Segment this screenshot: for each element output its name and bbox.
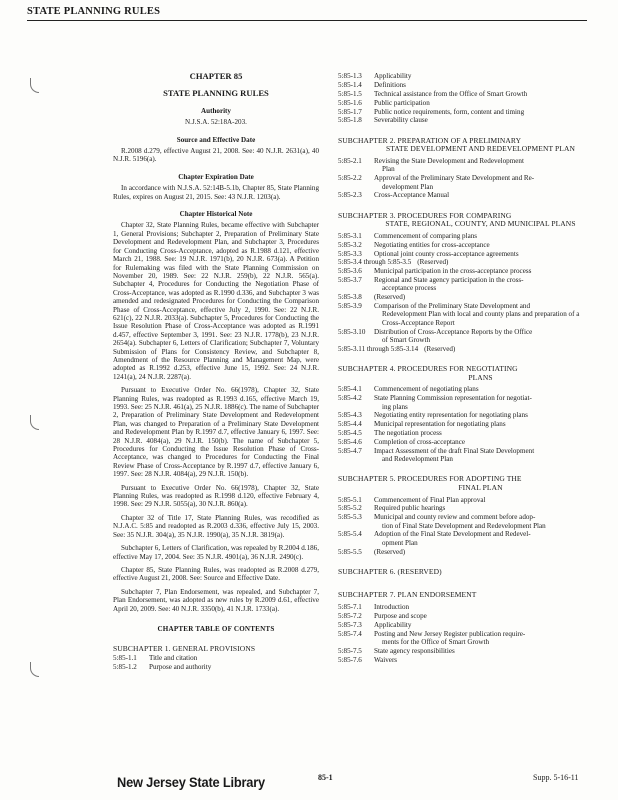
subchapter-heading-continued: PLANS xyxy=(468,372,493,382)
toc-entry[interactable] xyxy=(338,603,591,611)
toc-section-number: 5:85-4.1 xyxy=(338,385,362,394)
toc-title-text: Definitions xyxy=(374,81,406,90)
authority-heading: Authority xyxy=(201,106,231,115)
toc-entry[interactable] xyxy=(338,438,591,446)
toc-section-number: 5:85-3.1 xyxy=(338,232,362,240)
toc-section-number: 5:85-4.2 xyxy=(338,394,362,403)
toc-title-text: State Planning Commission representation for negotiat- xyxy=(374,394,532,403)
toc-section-number: 5:85-1.6 xyxy=(338,98,362,107)
toc-section-number: 5:85-3.8 xyxy=(338,293,362,302)
toc-entry[interactable] xyxy=(338,447,591,464)
toc-title-continued: ments for the Office of Smart Growth xyxy=(382,638,490,647)
toc-entry[interactable] xyxy=(338,174,591,191)
margin-mark xyxy=(30,662,39,677)
toc-title-text: Adoption of the Final State Development and Redevel- xyxy=(374,530,531,539)
subchapter-6-heading xyxy=(338,568,591,576)
toc-title-text: Distribution of Cross-Acceptance Reports by the Office xyxy=(374,327,533,336)
toc-title-text: Applicability xyxy=(374,72,412,81)
subchapter-heading-text: SUBCHAPTER 3. PROCEDURES FOR COMPARING xyxy=(338,210,512,220)
toc-section-title xyxy=(374,81,591,89)
toc-title-text: Completion of cross-acceptance xyxy=(374,437,465,446)
history-paragraph: Pursuant to Executive Order No. 66(1978), Chapter 32, State Planning Rules, was readopted as R.1998 d.120, effective February 4, 1998. See: 29 N.J.R. 5055(a), 30 N.J.R. 860(a). xyxy=(113,483,319,509)
toc-section-title xyxy=(374,276,591,293)
toc-title-continued: Plan xyxy=(382,165,395,174)
subchapter-heading-continued: STATE DEVELOPMENT AND REDEVELOPMENT PLAN xyxy=(386,144,575,154)
toc-title-text: Applicability xyxy=(374,620,412,629)
toc-section-number: 5:85-7.5 xyxy=(338,646,362,655)
toc-section-title xyxy=(374,411,591,419)
toc-entry[interactable] xyxy=(338,99,591,107)
toc-title-text: Comparison of the Preliminary State Development and xyxy=(374,301,531,310)
toc-entry[interactable] xyxy=(338,302,591,327)
toc-section-title xyxy=(374,420,591,428)
toc-entry[interactable] xyxy=(338,647,591,655)
toc-title-text: Severability clause xyxy=(374,116,428,125)
toc-heading: CHAPTER TABLE OF CONTENTS xyxy=(157,624,275,633)
toc-title-text: Optional joint county cross-acceptance agreements xyxy=(374,249,519,258)
toc-section-number: 5:85-1.5 xyxy=(338,89,362,98)
toc-section-number: 5:85-1.7 xyxy=(338,107,362,116)
chapter-title: STATE PLANNING RULES xyxy=(163,88,269,99)
toc-title-text: Commencement of negotiating plans xyxy=(374,385,479,394)
toc-section-title xyxy=(374,328,591,345)
toc-section-title xyxy=(374,72,591,80)
toc-section-title: Purpose and authority xyxy=(149,662,212,671)
toc-entry[interactable] xyxy=(338,420,591,428)
subchapter-heading-text: SUBCHAPTER 2. PREPARATION OF A PRELIMINARY xyxy=(338,135,522,145)
toc-section-title xyxy=(374,241,591,249)
toc-section-number: 5:85-1.2 xyxy=(113,662,137,671)
toc-section-title xyxy=(374,548,591,556)
toc-title-text: Negotiating entities for cross-acceptance xyxy=(374,240,490,249)
toc-section-title xyxy=(374,108,591,116)
toc-entry[interactable] xyxy=(338,656,591,664)
margin-mark xyxy=(30,415,39,430)
margin-mark xyxy=(30,78,39,93)
toc-entry[interactable] xyxy=(338,191,591,199)
subchapter-1-heading: SUBCHAPTER 1. GENERAL PROVISIONS xyxy=(113,644,256,654)
toc-section-number: 5:85-7.2 xyxy=(338,612,362,621)
toc-section-number: 5:85-1.1 xyxy=(113,654,137,663)
toc-section-number: 5:85-5.2 xyxy=(338,504,362,513)
toc-section-title xyxy=(374,603,591,611)
toc-entry[interactable] xyxy=(338,157,591,174)
toc-section-title xyxy=(374,250,591,258)
toc-entry[interactable] xyxy=(338,108,591,116)
history-paragraph: Pursuant to Executive Order No. 66(1978), Chapter 32, State Planning Rules, was readopted as R.1993 d.165, effective March 19, 1993. See: 25 N.J.R. 461(a), 25 N.J.R. 1886(c). The name of Subchapter 2, Preparation of Preliminary State Development and Redevelopment Plan, was changed to Preparation of a Preliminary State Development and Redevelopment Plan by R.1997 d.7, effective January 6, 1997. See: 28 N.J.R. 4084(a), 29 N.J.R. 150(b). The name of Subchapter 5, Procedures for Conducting the Issue Resolution Phase of Cross-Acceptance, was changed to Procedures for Conducting the Final Review Phase of Cross-Acceptance by R.1997 d.7, effective January 6, 1997. See: 28 N.J.R. 4084(a), 29 N.J.R. 150(b). xyxy=(113,386,319,479)
history-paragraph: Chapter 32 of Title 17, State Planning Rules, was recodified as N.J.A.C. 5:85 and readopted as R.2003 d.336, effective July 15, 2003. See: 35 N.J.R. 304(a), 35 N.J.R. 1990(a), 35 N.J.R. 3819(a). xyxy=(113,513,319,539)
toc-section-number: 5:85-5.3 xyxy=(338,513,362,522)
toc-section-number: 5:85-5.5 xyxy=(338,547,362,556)
toc-entry[interactable] xyxy=(338,267,591,275)
toc-section-title xyxy=(374,394,591,411)
left-column xyxy=(113,72,319,671)
toc-entry[interactable] xyxy=(338,250,591,258)
toc-section-number: 5:85-3.10 xyxy=(338,327,366,336)
source-text: R.2008 d.279, effective August 21, 2008. See: 40 N.J.R. 2631(a), 40 N.J.R. 5196(a). xyxy=(113,147,319,164)
subchapter-7-heading xyxy=(338,591,591,599)
toc-entry[interactable] xyxy=(338,90,591,98)
toc-title-text: Technical assistance from the Office of Smart Growth xyxy=(374,89,528,98)
toc-entry[interactable] xyxy=(338,496,591,504)
toc-title-text: Approval of the Preliminary State Development and Re- xyxy=(374,174,535,183)
toc-section-number: 5:85-3.6 xyxy=(338,267,362,276)
right-column xyxy=(338,72,591,664)
toc-section-title xyxy=(374,385,591,393)
toc-section-number: 5:85-4.5 xyxy=(338,429,362,437)
toc-title-continued: acceptance process xyxy=(382,284,437,293)
toc-section-title xyxy=(374,647,591,655)
expiration-heading: Chapter Expiration Date xyxy=(178,172,254,181)
toc-section-title xyxy=(374,621,591,629)
toc-title-text: Commencement of comparing plans xyxy=(374,232,478,240)
toc-title-text: Impact Assessment of the draft Final State Development xyxy=(374,446,535,455)
toc-entry[interactable] xyxy=(338,328,591,345)
chapter-number: CHAPTER 85 xyxy=(189,71,243,81)
history-paragraph: Subchapter 6, Letters of Clarification, was repealed by R.2004 d.186, effective May 17, 2004. See: 35 N.J.R. 4901(a), 36 N.J.R. 2490(c). xyxy=(113,544,319,561)
page-number: 85-1 xyxy=(318,773,333,782)
toc-section-number: 5:85-2.3 xyxy=(338,191,362,200)
history-paragraph: Subchapter 7, Plan Endorsement, was repealed, and Subchapter 7, Plan Endorsement, was adopted as new rules by R.2009 d.61, effective April 20, 2009. See: 40 N.J.R. 3350(b), 41 N.J.R. 1733(a). xyxy=(113,587,319,613)
toc-section-title xyxy=(374,513,591,530)
toc-title-text: Introduction xyxy=(374,603,410,612)
toc-entry[interactable] xyxy=(338,293,591,301)
subchapter-2-heading xyxy=(338,137,591,154)
toc-title-text: State agency responsibilities xyxy=(374,646,455,655)
toc-title-text: Waivers xyxy=(374,655,398,664)
toc-entry[interactable] xyxy=(338,241,591,249)
toc-title-text: Purpose and scope xyxy=(374,612,427,621)
toc-title-text: Municipal participation in the cross-acceptance process xyxy=(374,267,532,276)
toc-section-number: 5:85-1.4 xyxy=(338,81,362,90)
toc-entry[interactable] xyxy=(338,548,591,556)
subchapter-heading-text: SUBCHAPTER 6. (RESERVED) xyxy=(338,567,442,577)
toc-section-title xyxy=(374,447,591,464)
toc-section-title xyxy=(374,612,591,620)
toc-title-text: Negotiating entity representation for negotiating plans xyxy=(374,411,528,420)
toc-title-text: Municipal and county review and comment before adop- xyxy=(374,513,536,522)
toc-section-number: 5:85-4.4 xyxy=(338,420,362,429)
toc-entry[interactable] xyxy=(338,429,591,437)
toc-entry[interactable] xyxy=(113,654,319,662)
toc-section-number: 5:85-3.2 xyxy=(338,240,362,249)
authority-text: N.J.S.A. 52:18A-203. xyxy=(185,118,247,127)
toc-section-title xyxy=(374,293,591,301)
toc-title-text: Municipal representation for negotiating plans xyxy=(374,420,506,429)
toc-section-number: 5:85-4.7 xyxy=(338,446,362,455)
toc-title-continued: and Redevelopment Plan xyxy=(382,455,453,463)
toc-title-text: Revising the State Development and Redevelopment xyxy=(374,156,524,165)
toc-section-number: 5:85-1.3 xyxy=(338,72,362,81)
toc-title-continued: tion of Final State Development and Redevelopment Plan xyxy=(382,521,546,530)
toc-section-title xyxy=(374,99,591,107)
toc-title-text: Public participation xyxy=(374,98,430,107)
toc-entry[interactable] xyxy=(338,345,591,353)
toc-section-title xyxy=(374,438,591,446)
toc-section-title xyxy=(374,429,591,437)
toc-section-title xyxy=(374,530,591,547)
toc-entry[interactable] xyxy=(338,232,591,240)
toc-entry[interactable] xyxy=(113,663,319,671)
toc-entry[interactable] xyxy=(338,504,591,512)
toc-section-number: 5:85-5.4 xyxy=(338,530,362,539)
toc-entry[interactable] xyxy=(338,385,591,393)
toc-entry[interactable] xyxy=(338,258,591,266)
toc-section-number: 5:85-4.6 xyxy=(338,437,362,446)
toc-section-number: 5:85-2.1 xyxy=(338,156,362,165)
toc-entry[interactable] xyxy=(338,513,591,530)
expiration-text: In accordance with N.J.S.A. 52:14B-5.1b, Chapter 85, State Planning Rules, expires on August 21, 2015. See: 43 N.J.R. 1203(a). xyxy=(113,184,319,201)
supplement-date: Supp. 5-16-11 xyxy=(533,773,579,782)
toc-entry[interactable] xyxy=(338,394,591,411)
subchapter-4-heading xyxy=(338,365,591,382)
toc-section-title xyxy=(374,90,591,98)
toc-section-number: 5:85-7.1 xyxy=(338,603,362,612)
toc-section-title xyxy=(374,656,591,664)
toc-title-text: (Reserved) xyxy=(424,344,456,353)
toc-section-number: 5:85-3.4 through 5:85-3.5 xyxy=(338,258,412,267)
toc-section-title xyxy=(374,232,591,240)
toc-title-continued: of Smart Growth xyxy=(382,336,431,344)
running-head-title: STATE PLANNING RULES xyxy=(27,6,161,17)
toc-section-number: 5:85-7.3 xyxy=(338,620,362,629)
toc-entry[interactable] xyxy=(338,530,591,547)
toc-entry[interactable] xyxy=(338,630,591,647)
toc-section-number: 5:85-5.1 xyxy=(338,495,362,504)
toc-entry[interactable] xyxy=(338,411,591,419)
toc-section-title xyxy=(374,174,591,191)
toc-section-number: 5:85-7.6 xyxy=(338,655,362,664)
toc-entry[interactable] xyxy=(338,72,591,80)
toc-section-title xyxy=(424,345,591,353)
toc-entry[interactable] xyxy=(338,621,591,629)
toc-title-text: (Reserved) xyxy=(374,293,406,302)
subchapter-heading-text: SUBCHAPTER 4. PROCEDURES FOR NEGOTIATING xyxy=(338,364,518,374)
toc-entry[interactable] xyxy=(338,116,591,124)
toc-section-title xyxy=(374,504,591,512)
library-watermark: New Jersey State Library xyxy=(117,775,266,790)
toc-title-text: Regional and State agency participation in the cross- xyxy=(374,275,524,284)
toc-section-title xyxy=(374,116,591,124)
toc-entry[interactable] xyxy=(338,612,591,620)
toc-section-number: 5:85-3.3 xyxy=(338,249,362,258)
toc-title-continued: Redevelopment Plan with local and county plans and preparation of a Cross-Acceptance Report xyxy=(382,310,580,327)
subchapter-heading-text: SUBCHAPTER 7. PLAN ENDORSEMENT xyxy=(338,590,477,600)
toc-section-number: 5:85-3.9 xyxy=(338,301,362,310)
toc-section-number: 5:85-3.7 xyxy=(338,275,362,284)
toc-section-number: 5:85-7.4 xyxy=(338,629,362,638)
history-paragraph: Chapter 85, State Planning Rules, was readopted as R.2008 d.279, effective August 21, 2008. See: Source and Effective Date. xyxy=(113,565,319,583)
toc-section-number: 5:85-1.8 xyxy=(338,116,362,125)
toc-title-text: Public notice requirements, form, content and timing xyxy=(374,107,525,116)
toc-section-title xyxy=(374,630,591,647)
subchapter-heading-continued: FINAL PLAN xyxy=(458,482,503,492)
toc-title-text: The negotiation process xyxy=(374,429,442,437)
toc-title-text: (Reserved) xyxy=(374,547,406,556)
toc-title-text: Posting and New Jersey Register publication require- xyxy=(374,629,526,638)
toc-title-text: Cross-Acceptance Manual xyxy=(374,191,450,200)
toc-title-text: (Reserved) xyxy=(417,258,449,267)
toc-section-title xyxy=(374,191,591,199)
toc-section-title xyxy=(374,496,591,504)
toc-entry[interactable] xyxy=(338,276,591,293)
toc-section-number: 5:85-3.11 through 5:85-3.14 xyxy=(338,344,419,353)
toc-section-title xyxy=(374,267,591,275)
header-rule xyxy=(27,20,587,21)
toc-title-text: Required public hearings xyxy=(374,504,446,513)
subchapter-5-heading xyxy=(338,475,591,492)
toc-title-continued: opment Plan xyxy=(382,538,418,547)
toc-entry[interactable] xyxy=(338,81,591,89)
toc-section-number: 5:85-4.3 xyxy=(338,411,362,420)
toc-section-title: Title and citation xyxy=(149,654,198,663)
toc-title-text: Commencement of Final Plan approval xyxy=(374,495,486,504)
toc-section-number: 5:85-2.2 xyxy=(338,174,362,183)
subchapter-3-heading xyxy=(338,212,591,229)
history-paragraph: Chapter 32, State Planning Rules, became effective with Subchapter 1, General Provisions; Subchapter 2, Preparation of Preliminary State Development and Redevelopment Plan, and Subchapter 3, Procedures for Conducting Cross-Acceptance, adopted as R.1988 d.121, effective March 21, 1988. See: 19 N.J.R. 1971(b), 20 N.J.R. 673(a). A Petition for Rulemaking was filed with the State Planning Commission on November 20, 1989. See: 22 N.J.R. 259(b), 22 N.J.R. 565(a). Subchapter 4, Procedures for Conducting the Negotiation Phase of Cross-Acceptance, was adopted as R.1990 d.336, and Subchapter 3 was amended and redesignated Procedures for Conducting the Comparison Phase of Cross-Acceptance, effective July 2, 1990. See: 22 N.J.R. 621(c), 22 N.J.R. 2033(a). Subchapter 5, Procedures for Conducting the Issue Resolution Phase of Cross-Acceptance was adopted as R.1991 d.457, effective September 3, 1991. See: 23 N.J.R. 1778(b), 23 N.J.R. 2654(a). Subchapter 6, Letters of Clarification; Subchapter 7, Voluntary Submission of Plans for Consistency Review, and Subchapter 8, Amendment of the Resource Planning and Management Map, were adopted as R.1992 d.253, effective June 15, 1992. See: 24 N.J.R. 1241(a), 24 N.J.R. 2287(a). xyxy=(113,221,319,381)
toc-section-title xyxy=(417,258,591,266)
history-heading: Chapter Historical Note xyxy=(179,210,253,219)
toc-title-continued: ing plans xyxy=(382,402,408,411)
toc-title-continued: development Plan xyxy=(382,182,434,191)
toc-section-title xyxy=(374,302,591,327)
toc-section-title xyxy=(374,157,591,174)
subchapter-heading-text: SUBCHAPTER 5. PROCEDURES FOR ADOPTING THE xyxy=(338,474,522,484)
source-heading: Source and Effective Date xyxy=(176,135,256,144)
subchapter-heading-continued: STATE, REGIONAL, COUNTY, AND MUNICIPAL PLANS xyxy=(385,219,576,229)
